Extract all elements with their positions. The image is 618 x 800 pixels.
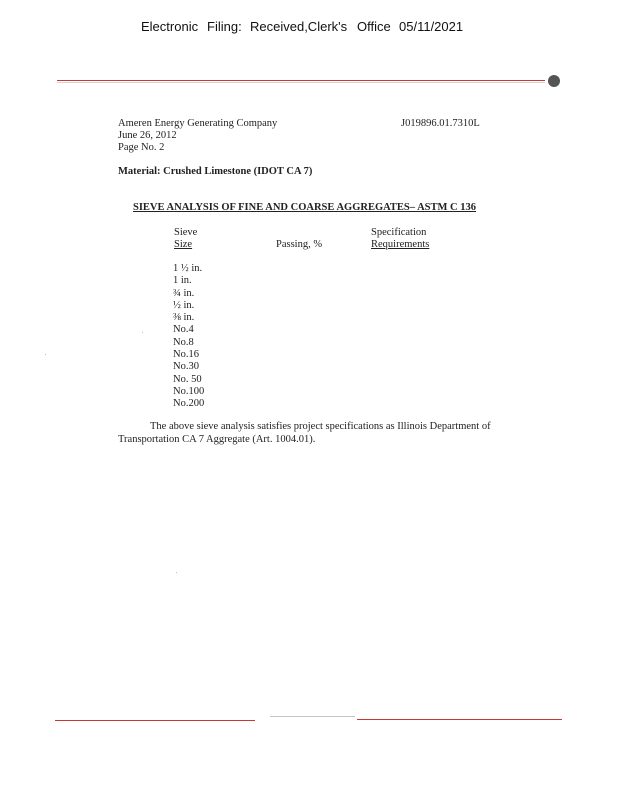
sieve-size: 1 ½ in. [173, 263, 203, 274]
stamp-electronic: Electronic [141, 19, 199, 34]
col-header-sieve-line2: Size [174, 239, 193, 250]
scan-speck [45, 354, 46, 355]
section-title: SIEVE ANALYSIS OF FINE AND COARSE AGGREGATES– ASTM C 136 [133, 202, 476, 213]
stamp-date: 05/11/2021 [399, 19, 464, 34]
scan-speck [142, 332, 143, 333]
col-header-spec [371, 227, 429, 251]
page-number: Page No. 2 [118, 142, 165, 153]
scan-mark [548, 75, 560, 87]
top-rule-shadow [57, 82, 545, 83]
letter-date: June 26, 2012 [118, 130, 177, 141]
sieve-size: 1 in. [173, 275, 192, 287]
col-header-sieve-line1: Sieve [174, 227, 198, 238]
sieve-size: ⅜ in. [173, 312, 195, 324]
material-line: Material: Crushed Limestone (IDOT CA 7) [118, 166, 313, 177]
sieve-size: No. 50 [173, 373, 202, 385]
col-header-spec-line1: Specification [371, 227, 427, 238]
stamp-filing: Filing: [207, 19, 242, 34]
col-header-sieve [174, 227, 197, 251]
sieve-size: No.4 [173, 324, 194, 336]
letter-header [118, 118, 277, 154]
sieve-size-list [173, 263, 204, 411]
col-header-spec-line2: Requirements [371, 239, 430, 250]
scan-speck [176, 572, 177, 573]
sieve-size: No.200 [173, 398, 205, 410]
bottom-rule-middle [270, 716, 355, 717]
sieve-size: No.8 [173, 336, 194, 348]
stamp-received: Received,Clerk's [250, 19, 348, 34]
stamp-office: Office [357, 19, 391, 34]
sieve-size: No.100 [173, 385, 205, 397]
sieve-size: ¾ in. [173, 287, 195, 299]
reference-number: J019896.01.7310L [401, 118, 480, 129]
top-rule [57, 80, 545, 81]
sieve-size: No.16 [173, 349, 199, 361]
sieve-size: ½ in. [173, 299, 195, 311]
bottom-rule-left [55, 720, 255, 721]
conclusion-paragraph: The above sieve analysis satisfies project specifications as Illinois Department of Transportation CA 7 Aggregate (Art. 1004.01). [118, 421, 491, 445]
col-header-passing: Passing, % [276, 239, 323, 250]
bottom-rule-right [357, 719, 562, 720]
sieve-size: No.30 [173, 361, 199, 373]
company-name: Ameren Energy Generating Company [118, 118, 278, 129]
